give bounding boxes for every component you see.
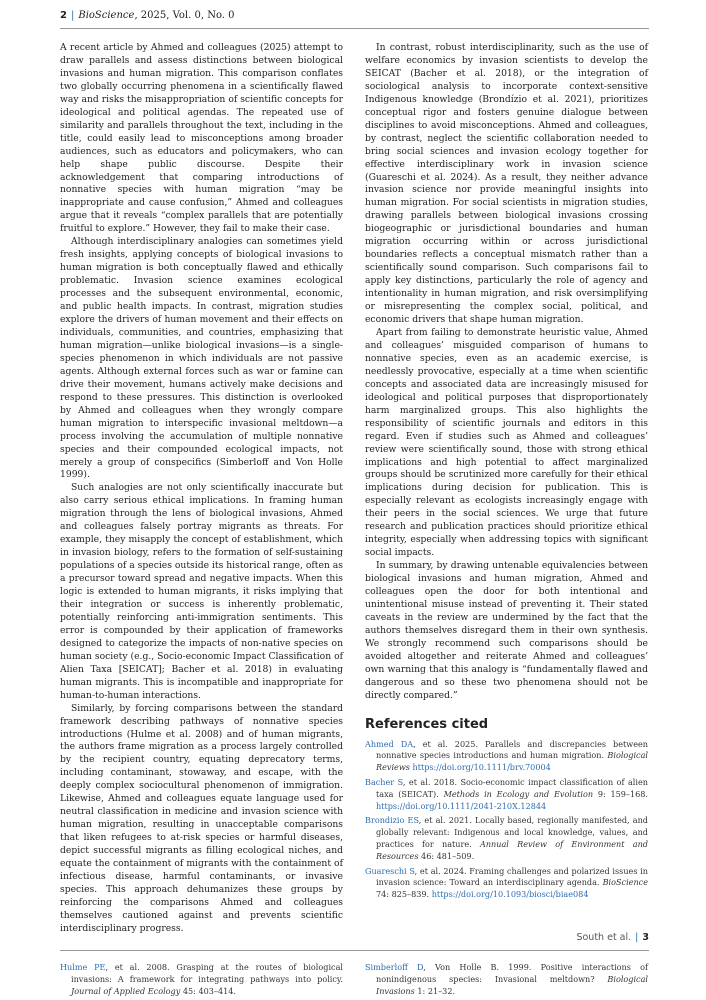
paragraph: Similarly, by forcing comparisons between the standard framework describing pathways of nonnative species introductions (Hulme et al. 2008) and of human migrants, the authors frame migration as a process largely controlled by the recipient country, equating deprecatory terms, including contaminant, stowaway, and escape, with the deeply complex sociocultural phenomenon of immigration. Likewise, Ahmed and colleagues equate language used for neutral classification in medicine and invasion science with human migration, resulting in unacceptable comparisons that liken refugees to at-risk species or harmful diseases, depict successful migrants as filling ecological niches, and equate the containment of migrants with the containment of infectious disease, harmful contaminants, or invasive species. This approach dehumanizes these groups by reinforcing the comparisons Ahmed and colleagues themselves cautioned against and prevents scientific interdisciplinary progress. bbox=[60, 702, 343, 934]
reference-journal: Journal of Applied Ecology bbox=[71, 985, 181, 996]
reference-entry bbox=[365, 815, 648, 862]
reference-author-link[interactable]: Simberloff D bbox=[365, 962, 424, 972]
reference-author-link[interactable]: Hulme PE bbox=[60, 962, 106, 972]
reference-text: , et al. 2025. Parallels and discrepancies between nonnative species introductions and human migration. bbox=[376, 738, 648, 761]
reference-volume: 45: 403–414. bbox=[180, 985, 237, 996]
references-heading: References cited bbox=[365, 716, 489, 732]
reference-journal: Biological Reviews bbox=[376, 750, 648, 773]
reference-volume: 9: 159–168. bbox=[593, 788, 648, 799]
reference-text: , Von Holle B. 1999. Positive interactions of nonindigenous species: Invasional meltdown? bbox=[376, 962, 648, 984]
running-header bbox=[60, 10, 649, 28]
paragraph: Although interdisciplinary analogies can sometimes yield fresh insights, applying concepts of biological invasions to human migration is both conceptually flawed and ethically problematic. Invasion science examines ecological processes and the subsequent environmental, economic, and public health impacts. In contrast, migration studies explore the drivers of human movement and their effects on individuals, communities, and countries, emphasizing that human migration—unlike biological invasions—is a single-species phenomenon in which individuals are not passive agents. Although external forces such as war or famine can drive their movement, humans actively make decisions and respond to these pressures. This distinction is overlooked by Ahmed and colleagues when they wrongly compare human migration to interspecific invasional meltdown—a process involving the accumulation of multiple nonnative species and their compounded ecological impacts, not merely a group of conspecifics (Simberloff and Von Holle 1999). bbox=[60, 236, 343, 481]
paragraph: A recent article by Ahmed and colleagues (2025) attempt to draw parallels and assess distinctions between biological invasions and human migration. This comparison conflates two globally occurring phenomena in a scientifically flawed way and risks the misappropriation of scientific concepts for ideological and political agendas. The repeated use of similarity and parallels throughout the text, including in the title, could easily lead to misconceptions among broader audiences, such as educators and policymakers, who can help shape public discourse. Despite their acknowledgement that comparing introductions of nonnative species with human migration “may be inappropriate and cause confusion,” Ahmed and colleagues argue that it reveals “complex parallels that are potentially fruitful to explore.” However, they fail to make their case. bbox=[60, 42, 343, 235]
reference-text: , et al. 2024. Framing challenges and polarized issues in invasion science: Toward an interdisciplinary agenda. bbox=[376, 865, 648, 888]
footer-authors: South et al. bbox=[576, 932, 632, 943]
reference-volume: 74: 825–839. bbox=[376, 889, 432, 900]
reference-entry bbox=[365, 777, 648, 812]
journal-citation: , 2025, Vol. 0, No. 0 bbox=[134, 10, 235, 21]
reference-author-link[interactable]: Ahmed DA bbox=[365, 738, 414, 749]
paragraph: Such analogies are not only scientifically inaccurate but also carry serious ethical implications. In framing human migration through the lens of biological invasions, Ahmed and colleagues falsely portray migrants as threats. For example, they misapply the concept of establishment, which in invasion biology, refers to the formation of self-sustaining populations of a species outside its historical range, often as a precursor toward spread and negative impacts. When this logic is extended to human migrants, it risks implying that their integration or success is inherently problematic, potentially reinforcing anti-immigration sentiments. This error is compounded by their application of frameworks designed to categorize the impacts of non-native species on human society (e.g., Socio-economic Impact Classification of Alien Taxa [SEICAT]; Bacher et al. 2018) in evaluating human migrants. This is incompatible and inappropriate for human-to-human interactions. bbox=[60, 482, 343, 701]
reference-text: , et al. 2008. Grasping at the routes of biological invasions: A framework for integrating pathways into policy. bbox=[71, 962, 343, 984]
journal-name: BioScience bbox=[78, 10, 135, 21]
header-rule bbox=[60, 28, 649, 29]
reference-volume: 1: 21–32. bbox=[414, 985, 456, 996]
footer-separator: | bbox=[635, 932, 639, 943]
paragraph: In summary, by drawing untenable equivalencies between biological invasions and human migration, Ahmed and colleagues open the door for both intentional and unintentional misuse instead of preventing it. Their stated caveats in the review are undermined by the fact that the authors themselves disregard them in their own synthesis. We strongly recommend such comparisons should be avoided altogether and reiterate Ahmed and colleagues’ own warning that this analogy is “fundamentally flawed and dangerous and so these two phenomena should not be directly compared.” bbox=[365, 560, 648, 701]
bottom-reference-left bbox=[60, 962, 343, 1000]
reference-journal: Biological Invasions bbox=[376, 973, 648, 996]
paragraph: In contrast, robust interdisciplinarity, such as the use of welfare economics by invasion scientists to develop the SEICAT (Bacher et al. 2018), or the integration of sociological analysis to incorporate context-sensitive Indigenous knowledge (Brondízio et al. 2021), prioritizes conceptual rigor and fosters genuine dialogue between disciplines to avoid misconceptions. Ahmed and colleagues, by contrast, neglect the scientific collaboration needed to bring social sciences and invasion ecology together for effective interdisciplinary work in invasion science (Guareschi et al. 2024). As a result, they neither advance invasion science nor provide meaningful insights into human migration. For social scientists in migration studies, drawing parallels between biological invasions crossing biogeographic or jurisdictional boundaries and human migration occurring within or across jurisdictional boundaries reflects a conceptual mismatch rather than a scientifically sound comparison. Such comparisons fail to apply key distinctions, particularly the role of agency and intentionality in human migration, and risk oversimplifying or misrepresenting the complex social, political, and economic drivers that shape human migration. bbox=[365, 42, 648, 326]
footer-rule bbox=[60, 950, 649, 951]
reference-entry bbox=[60, 962, 343, 997]
reference-doi-link[interactable]: https://doi.org/10.1111/brv.70004 bbox=[409, 762, 551, 773]
footer-page-number: 3 bbox=[642, 932, 649, 943]
page-number: 2 bbox=[60, 10, 67, 21]
reference-journal: BioScience bbox=[602, 877, 648, 888]
header-separator: | bbox=[70, 10, 75, 21]
reference-text: , et al. 2018. Socio-economic impact classification of alien taxa (SEICAT). bbox=[376, 776, 648, 799]
reference-journal: Methods in Ecology and Evolution bbox=[443, 788, 594, 799]
reference-author-link[interactable]: Bacher S bbox=[365, 776, 403, 787]
reference-volume: 46: 481–509. bbox=[418, 850, 475, 861]
reference-entry bbox=[365, 739, 648, 774]
reference-author-link[interactable]: Brondizio ES bbox=[365, 815, 419, 826]
left-column bbox=[60, 42, 343, 936]
reference-text: , et al. 2021. Locally based, regionally manifested, and globally relevant: Indigenous and local knowledge, values, and practices for nature. bbox=[376, 815, 648, 849]
bottom-reference-right bbox=[365, 962, 648, 1000]
reference-author-link[interactable]: Guareschi S bbox=[365, 865, 415, 876]
running-footer bbox=[576, 932, 649, 943]
reference-journal: Annual Review of Environment and Resources bbox=[376, 838, 648, 861]
paragraph: Apart from failing to demonstrate heuristic value, Ahmed and colleagues’ misguided comparison of humans to nonnative species, even as an academic exercise, is needlessly provocative, especially at a time when scientific concepts and associated data are increasingly misused for ideological and political purposes that disproportionately harm marginalized groups. This also highlights the responsibility of scientific journals and editors in this regard. Even if studies such as Ahmed and colleagues’ review were scientifically sound, those with strong ethical implications and high potential to affect marginalized groups should be scrutinized more carefully for their ethical implications during decision for publication. This is especially relevant as ecologists increasingly engage with their peers in the social sciences. We urge that future research and publication practices should prioritize ethical integrity, especially when addressing topics with significant social impacts. bbox=[365, 326, 648, 559]
reference-doi-link[interactable]: https://doi.org/10.1093/biosci/biae084 bbox=[431, 889, 589, 900]
reference-entry bbox=[365, 866, 648, 901]
reference-doi-link[interactable]: https://doi.org/10.1111/2041-210X.12844 bbox=[376, 800, 547, 811]
reference-entry bbox=[365, 962, 648, 997]
right-column bbox=[365, 42, 648, 904]
